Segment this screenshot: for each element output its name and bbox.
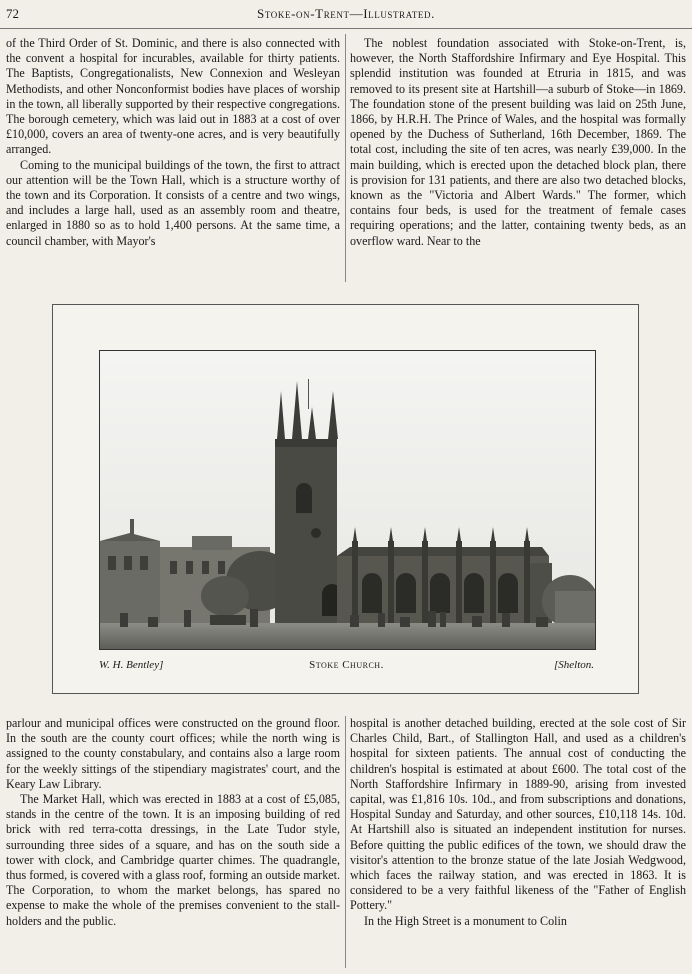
church-illustration [100,351,595,649]
figure [52,304,639,694]
page-number: 72 [6,6,19,21]
paragraph: parlour and municipal offices were constructed on the ground floor. In the south are the county court offices; while the north wing is assigned to the county constabulary, and contains also a large room for the weekly sittings of the stipendiary magistrates' court, and the Keary Law Library. [6,716,340,791]
column-divider-bottom [345,716,346,968]
header-rule [0,28,692,29]
figure-title: Stoke Church. [309,659,384,671]
location-credit: [Shelton. [553,659,594,671]
figure-caption [99,659,594,677]
church-photograph [99,350,596,650]
paragraph: of the Third Order of St. Dominic, and there is also connected with the convent a hospital for incurables, available for thirty patients. The Baptists, Congregationalists, New Connexion and Wesleyan Methodists, and other Nonconformist bodies have places of worship in the town, all liberally supported by their respective congregations. The borough cemetery, which was laid out in 1883 at a cost of over £10,000, covers an area of twenty-one acres, and is very beautifully arranged. [6,36,340,157]
paragraph: hospital is another detached building, erected at the sole cost of Sir Charles Child, Bart., of Stallington Hall, and used as a children's hospital for sixteen patients. The annual cost of conducting the children's hospital is estimated at about £600. The total cost of the North Staffordshire Infirmary in 1889-90, arising from invested capital, was £1,816 10s. 10d., and from subscriptions and donations, Hospital Sunday and Saturday, and other sources, £10,118 14s. 10d. At Hartshill also is situated an independent institution for nurses. Before quitting the public edifices of the town, we should draw the visitor's attention to the bronze statue of the late Josiah Wedgwood, which faces the railway station, and was erected in 1863. It is considered to be a very faithful likeness of the "Father of English Pottery." [350,716,686,913]
running-head: Stoke-on-Trent—Illustrated. [257,6,435,21]
paragraph: In the High Street is a monument to Colin [364,913,567,928]
column-bottom-left [6,716,340,968]
paragraph: The noblest foundation associated with Stoke-on-Trent, is, however, the North Staffordshire Infirmary and Eye Hospital. This splendid institution was founded at Etruria in 1815, and was removed to its present site at Hartshill—a suburb of Stoke—in 1869. The foundation stone of the present building was laid on 25th June, 1866, by H.R.H. The Prince of Wales, and the hospital was formally opened by the Duchess of Sutherland, 16th December, 1869. The total cost, including the site of ten acres, was nearly £39,000. In the main building, which is erected upon the detached block plan, there is provision for 131 patients, and there are also two detached blocks, known as the "Victoria and Albert Wards." The former, which contains four beds, is used for the treatment of female cases requiring operations; and the latter, containing twenty beds, as an overflow ward. Near to the [350,36,686,248]
column-divider-top [345,34,346,282]
column-top-left [6,36,340,282]
photographer-credit: W. H. Bentley] [99,659,164,671]
page-header [0,0,692,30]
paragraph: Coming to the municipal buildings of the town, the first to attract our attention will be the Town Hall, which is a structure worthy of the town and its Corporation. It consists of a centre and two wings, and includes a large hall, used as an assembly room and theatre, enlarged in 1880 so as to hold 1,400 persons. At the same time, a council chamber, with Mayor's [6,157,340,248]
column-bottom-right [350,716,686,968]
column-top-right [350,36,686,282]
paragraph: The Market Hall, which was erected in 1883 at a cost of £5,085, stands in the centre of the town. It is an imposing building of red brick with red terra-cotta dressings, in the Late Tudor style, surrounding three sides of a square, and has on the south side a tower with clock, and Cambridge quarter chimes. The quadrangle, thus formed, is covered with a glass roof, forming an outside market. The Corporation, to whom the market belongs, has spared no expense to make the whole of the premises convenient to the stall-holders and the public. [6,792,340,928]
